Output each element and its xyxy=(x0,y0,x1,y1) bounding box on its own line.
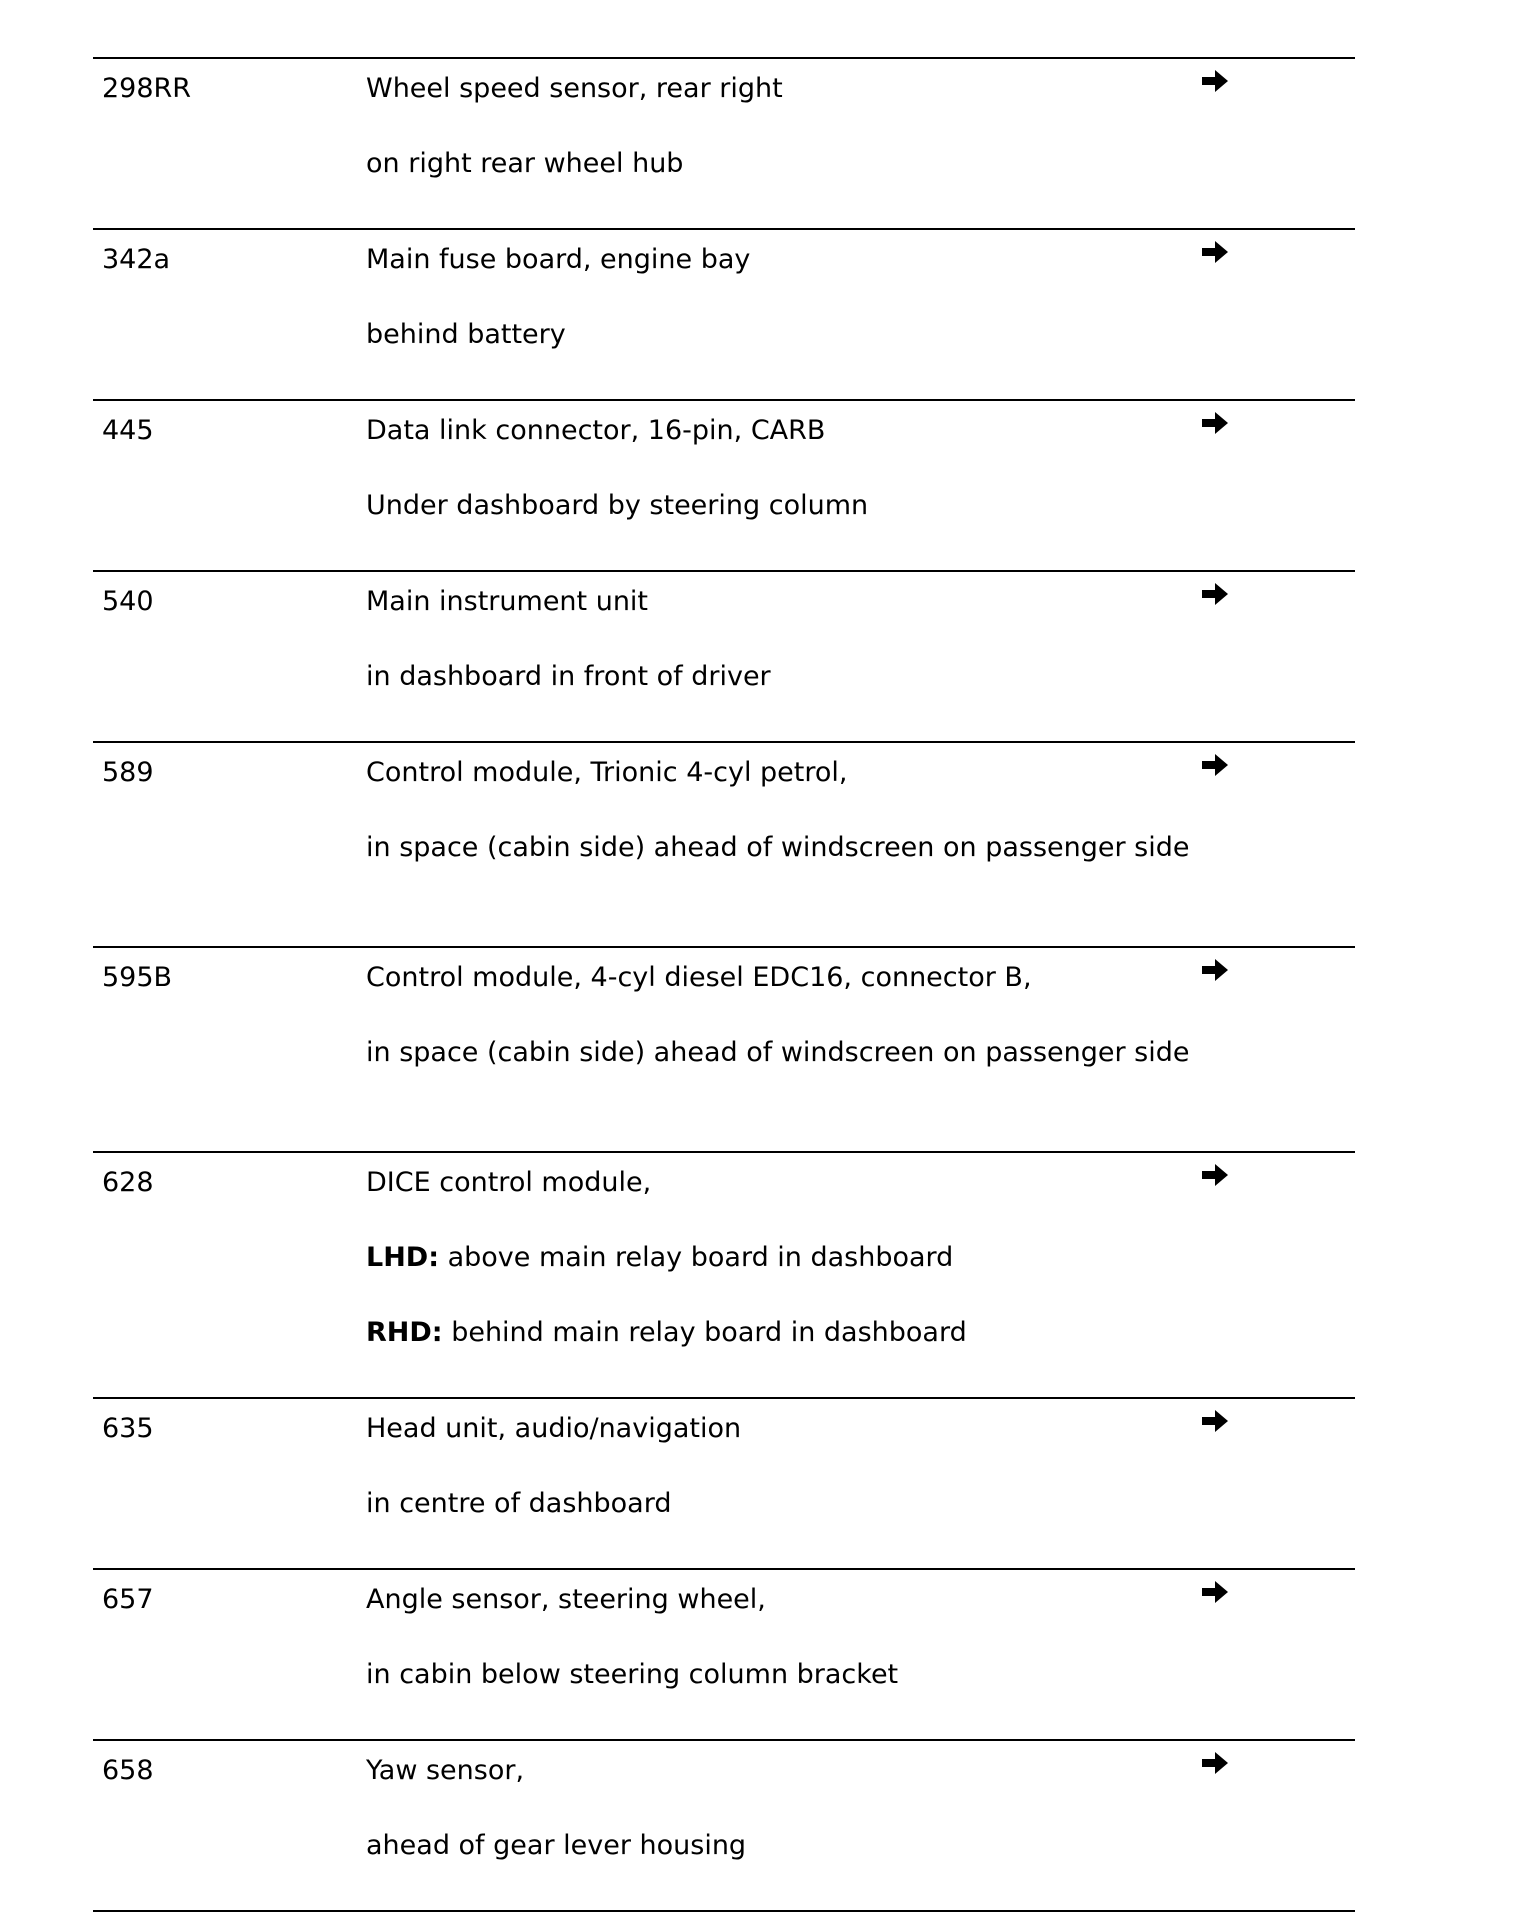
component-location: Under dashboard by steering column xyxy=(366,490,869,521)
arrow-right-icon[interactable] xyxy=(1200,1407,1230,1435)
table-bottom-rule xyxy=(93,1910,1355,1912)
component-description xyxy=(366,71,1236,181)
lhd-text: above main relay board in dashboard xyxy=(439,1242,954,1273)
table-row xyxy=(93,570,1355,741)
component-location: in space (cabin side) ahead of windscreen on passenger side xyxy=(366,832,1190,863)
arrow-right-icon[interactable] xyxy=(1200,956,1230,984)
component-title: Control module, 4-cyl diesel EDC16, connector B, xyxy=(366,962,1032,993)
component-code: 589 xyxy=(102,757,154,788)
component-description xyxy=(366,1582,1236,1692)
component-title: Control module, Trionic 4-cyl petrol, xyxy=(366,757,848,788)
component-code: 635 xyxy=(102,1413,154,1444)
arrow-right-icon[interactable] xyxy=(1200,1578,1230,1606)
component-description xyxy=(366,1165,1236,1350)
table-row xyxy=(93,228,1355,399)
component-description xyxy=(366,242,1236,352)
component-code: 540 xyxy=(102,586,154,617)
table-row xyxy=(93,399,1355,570)
table-row xyxy=(93,57,1355,228)
table-row xyxy=(93,741,1355,946)
arrow-right-icon[interactable] xyxy=(1200,751,1230,779)
table-row xyxy=(93,1739,1355,1910)
arrow-right-icon[interactable] xyxy=(1200,238,1230,266)
component-location: in cabin below steering column bracket xyxy=(366,1659,899,1690)
component-code: 657 xyxy=(102,1584,154,1615)
component-description xyxy=(366,413,1236,523)
table-row xyxy=(93,1397,1355,1568)
component-location: behind battery xyxy=(366,319,566,350)
arrow-right-icon[interactable] xyxy=(1200,1161,1230,1189)
rhd-label: RHD: xyxy=(366,1317,443,1348)
component-code: 298RR xyxy=(102,73,192,104)
lhd-location xyxy=(366,1240,1236,1275)
arrow-right-icon[interactable] xyxy=(1200,1749,1230,1777)
component-description xyxy=(366,755,1236,865)
component-title: DICE control module, xyxy=(366,1167,652,1198)
component-title: Angle sensor, steering wheel, xyxy=(366,1584,766,1615)
table-row xyxy=(93,1151,1355,1397)
component-title: Main instrument unit xyxy=(366,586,649,617)
arrow-right-icon[interactable] xyxy=(1200,580,1230,608)
component-location: in dashboard in front of driver xyxy=(366,661,771,692)
table-row xyxy=(93,1568,1355,1739)
component-description xyxy=(366,960,1236,1070)
component-code: 658 xyxy=(102,1755,154,1786)
component-title: Data link connector, 16-pin, CARB xyxy=(366,415,826,446)
component-location: in centre of dashboard xyxy=(366,1488,672,1519)
component-title: Wheel speed sensor, rear right xyxy=(366,73,783,104)
component-code: 445 xyxy=(102,415,154,446)
component-description xyxy=(366,1411,1236,1521)
component-table xyxy=(93,57,1355,1912)
component-description xyxy=(366,1753,1236,1863)
component-code: 595B xyxy=(102,962,173,993)
component-location: on right rear wheel hub xyxy=(366,148,684,179)
arrow-right-icon[interactable] xyxy=(1200,409,1230,437)
component-title: Main fuse board, engine bay xyxy=(366,244,751,275)
component-code: 342a xyxy=(102,244,171,275)
component-code: 628 xyxy=(102,1167,154,1198)
component-location: ahead of gear lever housing xyxy=(366,1830,747,1861)
lhd-label: LHD: xyxy=(366,1242,440,1273)
arrow-right-icon[interactable] xyxy=(1200,67,1230,95)
rhd-text: behind main relay board in dashboard xyxy=(442,1317,967,1348)
component-title: Yaw sensor, xyxy=(366,1755,525,1786)
rhd-location xyxy=(366,1315,1236,1350)
component-location: in space (cabin side) ahead of windscreen on passenger side xyxy=(366,1037,1190,1068)
component-description xyxy=(366,584,1236,694)
component-title: Head unit, audio/navigation xyxy=(366,1413,742,1444)
table-row xyxy=(93,946,1355,1151)
